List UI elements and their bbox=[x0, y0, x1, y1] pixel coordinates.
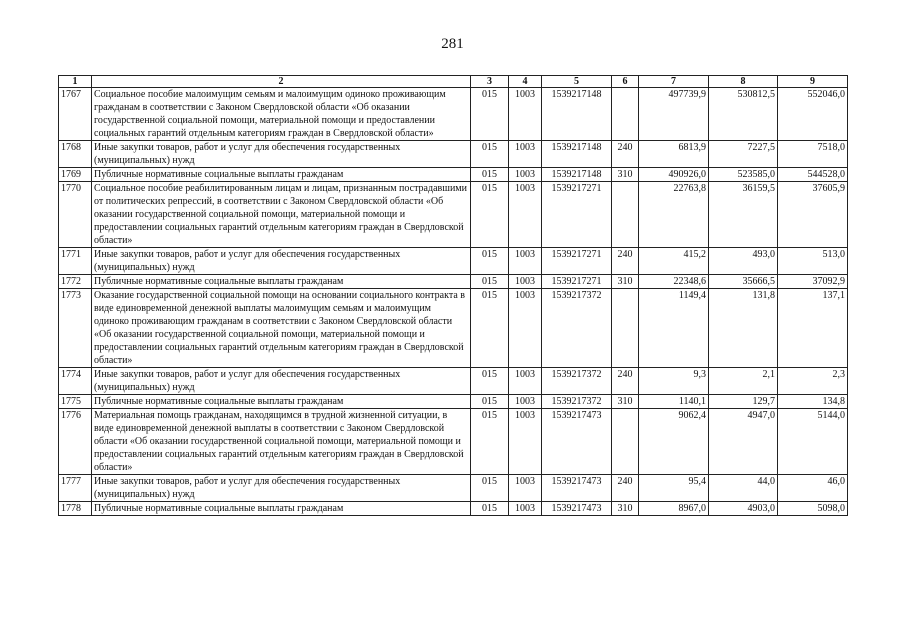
row-expense-type: 310 bbox=[612, 168, 639, 182]
page-number: 281 bbox=[441, 36, 464, 52]
row-amount-col8: 493,0 bbox=[709, 248, 778, 275]
table-row bbox=[59, 141, 848, 168]
header-col-3: 3 bbox=[471, 76, 509, 88]
row-number: 1767 bbox=[59, 88, 92, 141]
row-ministry-code: 015 bbox=[471, 168, 509, 182]
row-amount-col7: 6813,9 bbox=[639, 141, 709, 168]
header-col-8: 8 bbox=[709, 76, 778, 88]
row-number: 1772 bbox=[59, 275, 92, 289]
row-amount-col7: 497739,9 bbox=[639, 88, 709, 141]
table-row bbox=[59, 502, 848, 516]
row-description: Социальное пособие реабилитированным лицам и лицам, признанным пострадавшими от политических репрессий, в соответствии с Законом Свердловской области «Об оказании государственной социальной помощи, материальной помощи и предоставлении социальных гарантий отдельным категориям граждан в Свердловской области» bbox=[92, 182, 471, 248]
table-row bbox=[59, 475, 848, 502]
row-ministry-code: 015 bbox=[471, 475, 509, 502]
row-amount-col9: 552046,0 bbox=[778, 88, 848, 141]
row-target-article: 1539217372 bbox=[542, 395, 612, 409]
row-number: 1775 bbox=[59, 395, 92, 409]
row-ministry-code: 015 bbox=[471, 289, 509, 368]
row-target-article: 1539217148 bbox=[542, 141, 612, 168]
row-amount-col7: 1140,1 bbox=[639, 395, 709, 409]
row-expense-type: 240 bbox=[612, 475, 639, 502]
row-section-code: 1003 bbox=[509, 141, 542, 168]
row-ministry-code: 015 bbox=[471, 502, 509, 516]
row-number: 1770 bbox=[59, 182, 92, 248]
row-ministry-code: 015 bbox=[471, 395, 509, 409]
row-target-article: 1539217372 bbox=[542, 289, 612, 368]
row-description: Публичные нормативные социальные выплаты гражданам bbox=[92, 502, 471, 516]
header-col-4: 4 bbox=[509, 76, 542, 88]
header-col-2: 2 bbox=[92, 76, 471, 88]
row-section-code: 1003 bbox=[509, 289, 542, 368]
row-expense-type bbox=[612, 409, 639, 475]
row-amount-col9: 513,0 bbox=[778, 248, 848, 275]
row-expense-type bbox=[612, 88, 639, 141]
table-row bbox=[59, 395, 848, 409]
row-expense-type: 240 bbox=[612, 368, 639, 395]
header-col-9: 9 bbox=[778, 76, 848, 88]
row-section-code: 1003 bbox=[509, 182, 542, 248]
row-amount-col8: 129,7 bbox=[709, 395, 778, 409]
row-description: Социальное пособие малоимущим семьям и малоимущим одиноко проживающим гражданам в соответствии с Законом Свердловской области «Об оказании государственной социальной помощи, материальной помощи и предоставлении социальных гарантий отдельным категориям граждан в Свердловской области» bbox=[92, 88, 471, 141]
row-target-article: 1539217473 bbox=[542, 475, 612, 502]
row-number: 1771 bbox=[59, 248, 92, 275]
table-row bbox=[59, 168, 848, 182]
table-row bbox=[59, 289, 848, 368]
row-amount-col9: 37092,9 bbox=[778, 275, 848, 289]
row-amount-col7: 490926,0 bbox=[639, 168, 709, 182]
header-col-7: 7 bbox=[639, 76, 709, 88]
row-amount-col8: 44,0 bbox=[709, 475, 778, 502]
row-target-article: 1539217271 bbox=[542, 275, 612, 289]
row-description: Иные закупки товаров, работ и услуг для обеспечения государственных (муниципальных) нужд bbox=[92, 141, 471, 168]
row-section-code: 1003 bbox=[509, 275, 542, 289]
row-amount-col8: 35666,5 bbox=[709, 275, 778, 289]
row-amount-col9: 2,3 bbox=[778, 368, 848, 395]
row-section-code: 1003 bbox=[509, 475, 542, 502]
row-section-code: 1003 bbox=[509, 248, 542, 275]
row-expense-type: 240 bbox=[612, 248, 639, 275]
row-number: 1777 bbox=[59, 475, 92, 502]
row-amount-col8: 7227,5 bbox=[709, 141, 778, 168]
row-description: Оказание государственной социальной помощи на основании социального контракта в виде единовременной денежной выплаты малоимущим семьям и малоимущим одиноко проживающим гражданам в соответствии с Законом Свердловской области «Об оказании государственной социальной помощи, материальной помощи и предоставлении социальных гарантий отдельным категориям граждан в Свердловской области» bbox=[92, 289, 471, 368]
row-target-article: 1539217372 bbox=[542, 368, 612, 395]
row-ministry-code: 015 bbox=[471, 368, 509, 395]
row-target-article: 1539217473 bbox=[542, 502, 612, 516]
row-description: Публичные нормативные социальные выплаты гражданам bbox=[92, 395, 471, 409]
row-expense-type bbox=[612, 289, 639, 368]
row-target-article: 1539217148 bbox=[542, 88, 612, 141]
table-row bbox=[59, 275, 848, 289]
row-amount-col7: 415,2 bbox=[639, 248, 709, 275]
row-amount-col7: 22763,8 bbox=[639, 182, 709, 248]
row-section-code: 1003 bbox=[509, 409, 542, 475]
header-row bbox=[59, 76, 848, 88]
row-expense-type bbox=[612, 182, 639, 248]
budget-table bbox=[58, 75, 848, 516]
row-amount-col9: 544528,0 bbox=[778, 168, 848, 182]
row-amount-col9: 134,8 bbox=[778, 395, 848, 409]
row-ministry-code: 015 bbox=[471, 275, 509, 289]
header-col-6: 6 bbox=[612, 76, 639, 88]
table-row bbox=[59, 182, 848, 248]
row-section-code: 1003 bbox=[509, 368, 542, 395]
row-ministry-code: 015 bbox=[471, 141, 509, 168]
row-amount-col9: 5098,0 bbox=[778, 502, 848, 516]
row-section-code: 1003 bbox=[509, 395, 542, 409]
table-row bbox=[59, 409, 848, 475]
row-description: Материальная помощь гражданам, находящимся в трудной жизненной ситуации, в виде единовременной денежной выплаты в соответствии с Законом Свердловской области «Об оказании государственной социальной помощи, материальной помощи и предоставлении социальных гарантий отдельным категориям граждан в Свердловской области» bbox=[92, 409, 471, 475]
row-amount-col8: 131,8 bbox=[709, 289, 778, 368]
header-col-1: 1 bbox=[59, 76, 92, 88]
row-expense-type: 310 bbox=[612, 502, 639, 516]
table-row bbox=[59, 368, 848, 395]
row-number: 1769 bbox=[59, 168, 92, 182]
row-target-article: 1539217271 bbox=[542, 182, 612, 248]
row-amount-col9: 5144,0 bbox=[778, 409, 848, 475]
row-number: 1776 bbox=[59, 409, 92, 475]
row-amount-col7: 8967,0 bbox=[639, 502, 709, 516]
row-target-article: 1539217473 bbox=[542, 409, 612, 475]
row-section-code: 1003 bbox=[509, 502, 542, 516]
row-section-code: 1003 bbox=[509, 88, 542, 141]
row-ministry-code: 015 bbox=[471, 248, 509, 275]
row-amount-col8: 2,1 bbox=[709, 368, 778, 395]
row-amount-col7: 9,3 bbox=[639, 368, 709, 395]
table-row bbox=[59, 88, 848, 141]
row-description: Публичные нормативные социальные выплаты гражданам bbox=[92, 275, 471, 289]
row-amount-col9: 137,1 bbox=[778, 289, 848, 368]
row-ministry-code: 015 bbox=[471, 88, 509, 141]
row-number: 1774 bbox=[59, 368, 92, 395]
row-expense-type: 240 bbox=[612, 141, 639, 168]
row-number: 1773 bbox=[59, 289, 92, 368]
row-ministry-code: 015 bbox=[471, 409, 509, 475]
row-amount-col7: 9062,4 bbox=[639, 409, 709, 475]
row-target-article: 1539217148 bbox=[542, 168, 612, 182]
row-amount-col9: 7518,0 bbox=[778, 141, 848, 168]
row-amount-col8: 530812,5 bbox=[709, 88, 778, 141]
row-amount-col8: 4903,0 bbox=[709, 502, 778, 516]
row-number: 1768 bbox=[59, 141, 92, 168]
row-target-article: 1539217271 bbox=[542, 248, 612, 275]
row-amount-col8: 523585,0 bbox=[709, 168, 778, 182]
row-expense-type: 310 bbox=[612, 275, 639, 289]
table-row bbox=[59, 248, 848, 275]
row-number: 1778 bbox=[59, 502, 92, 516]
row-amount-col8: 36159,5 bbox=[709, 182, 778, 248]
row-amount-col9: 37605,9 bbox=[778, 182, 848, 248]
row-amount-col7: 95,4 bbox=[639, 475, 709, 502]
row-section-code: 1003 bbox=[509, 168, 542, 182]
row-amount-col9: 46,0 bbox=[778, 475, 848, 502]
row-description: Иные закупки товаров, работ и услуг для обеспечения государственных (муниципальных) нужд bbox=[92, 475, 471, 502]
row-description: Публичные нормативные социальные выплаты гражданам bbox=[92, 168, 471, 182]
header-col-5: 5 bbox=[542, 76, 612, 88]
row-expense-type: 310 bbox=[612, 395, 639, 409]
row-description: Иные закупки товаров, работ и услуг для обеспечения государственных (муниципальных) нужд bbox=[92, 368, 471, 395]
row-amount-col7: 22348,6 bbox=[639, 275, 709, 289]
row-description: Иные закупки товаров, работ и услуг для обеспечения государственных (муниципальных) нужд bbox=[92, 248, 471, 275]
row-ministry-code: 015 bbox=[471, 182, 509, 248]
row-amount-col8: 4947,0 bbox=[709, 409, 778, 475]
row-amount-col7: 1149,4 bbox=[639, 289, 709, 368]
